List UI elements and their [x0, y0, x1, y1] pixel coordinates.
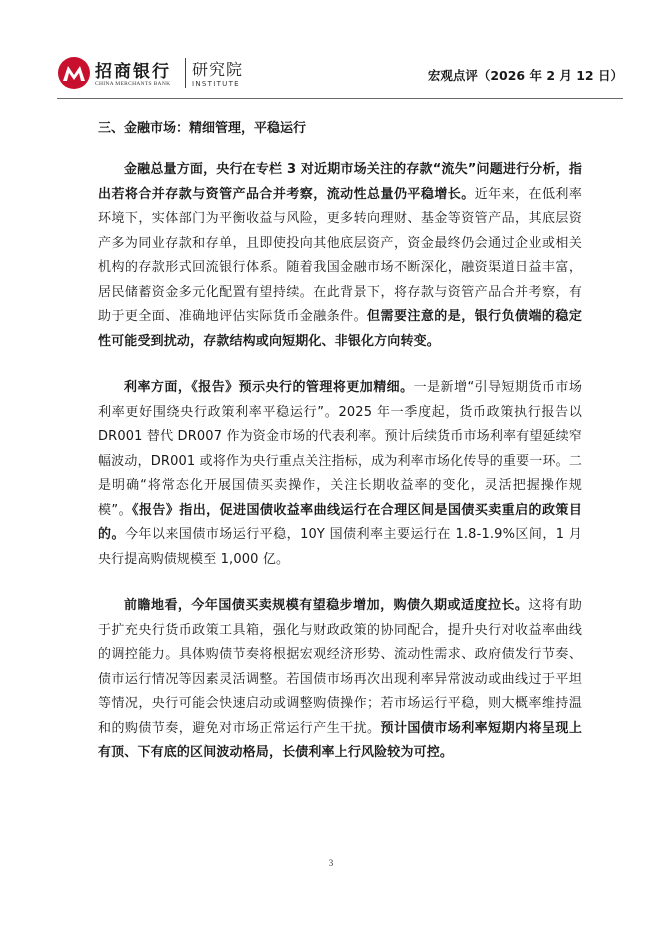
paragraph-money-supply — [98, 158, 582, 354]
cmb-logo-icon — [57, 56, 91, 90]
header-divider — [185, 58, 186, 88]
paragraph-emphasis: 《报告》指出，促进国债收益率曲线运行在合理区间是国债买卖重启的政策目的。 — [98, 502, 583, 542]
institute-name-cn: 研究院 — [192, 60, 244, 79]
paragraph-text: 一是新增“引导短期货币市场利率更好围绕央行政策利率平稳运行”。2025 年一季度起，货币政策执行报告以 DR001 替代 DR007 作为资金市场的代表利率。预计后续货币市场利率有望延续窄幅波动，DR001 或将作为央行重点关注指标，成为利率市场化传导的重要一环。二是明确“将常态化开展国债买卖操作，关注长期收益率的变化，灵活把握操作规模”。 — [98, 380, 583, 518]
paragraph-emphasis: 利率方面，《报告》预示央行的管理将更加精细。 — [124, 380, 414, 395]
paragraph-outlook — [98, 594, 582, 766]
paragraph-interest-rate — [98, 376, 582, 572]
paragraph-text: 这将有助于扩充央行货币政策工具箱，强化与财政政策的协同配合，提升央行对收益率曲线的调控能力。具体购债节奏将根据宏观经济形势、流动性需求、政府债发行节奏、债市运行情况等因素灵活调整。若国债市场再次出现利率异常波动或曲线过于平坦等情况，央行可能会快速启动或调整购债操作；若市场运行平稳，则大概率维持温和的购债节奏，避免对市场正常运行产生干扰。 — [98, 598, 582, 736]
page-number: 3 — [328, 858, 334, 868]
paragraph-emphasis: 预计国债市场利率短期内将呈现上有顶、下有底的区间波动格局，长债利率上行风险较为可控。 — [98, 720, 582, 760]
header-rule — [57, 98, 623, 99]
section-title: 三、金融市场：精细管理，平稳运行 — [98, 121, 307, 136]
paragraph-emphasis: 前瞻地看，今年国债买卖规模有望稳步增加，购债久期或适度拉长。 — [124, 598, 529, 613]
paragraph-emphasis: 金融总量方面，央行在专栏 3 对近期市场关注的存款“流失”问题进行分析，指出若将合并存款与资管产品合并考察，流动性总量仍平稳增长。 — [98, 162, 582, 202]
bank-name-cn: 招商银行 — [95, 62, 171, 82]
page-body — [98, 116, 582, 766]
institute-name-en: INSTITUTE — [192, 80, 240, 88]
page-header — [57, 54, 623, 96]
paragraph-emphasis: 但需要注意的是，银行负债端的稳定性可能受到扰动，存款结构或向短期化、非银化方向转变。 — [98, 309, 582, 349]
paragraph-text: 今年以来国债市场运行平稳，10Y 国债利率主要运行在 1.8-1.9%区间，1 月央行提高购债规模至 1,000 亿。 — [98, 527, 582, 567]
bank-name-en: CHINA MERCHANTS BANK — [95, 81, 171, 87]
paragraph-text: 近年来，在低利率环境下，实体部门为平衡收益与风险，更多转向理财、基金等资管产品，其底层资产多为同业存款和存单，且即使投向其他底层资产，资金最终仍会通过企业或相关机构的存款形式回流银行体系。随着我国金融市场不断深化，融资渠道日益丰富，居民储蓄资金多元化配置有望持续。在此背景下，将存款与资管产品合并考察，有助于更全面、准确地评估实际货币金融条件。 — [98, 186, 583, 324]
report-label: 宏观点评（2026 年 2 月 12 日） — [427, 68, 623, 83]
